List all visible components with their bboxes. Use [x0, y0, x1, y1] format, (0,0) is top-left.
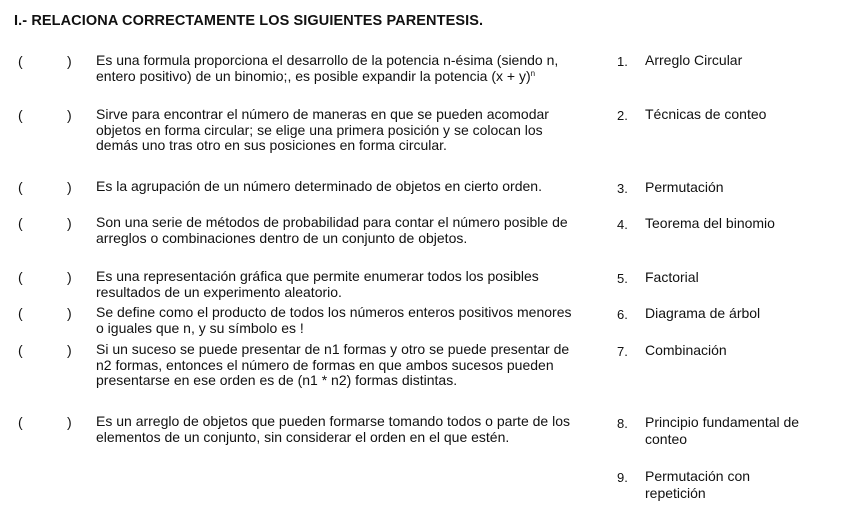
option-1-number: 1. [617, 54, 628, 69]
option-7-label: Combinación [645, 342, 727, 358]
statement-4: Son una serie de métodos de probabilidad para contar el número posible de arreglos o combinaciones dentro de un conjunto de objetos. [96, 214, 568, 246]
option-4-label: Teorema del binomio [645, 215, 775, 231]
answer-blank-close-1: ) [67, 53, 72, 69]
option-9-label: Permutación con repetición [645, 468, 751, 501]
option-9-number: 9. [617, 470, 628, 485]
answer-blank-close-3: ) [67, 179, 72, 195]
option-6-label: Diagrama de árbol [645, 305, 761, 321]
statement-6: Se define como el producto de todos los números enteros positivos menores o iguales que n, y su símbolo es ! [96, 304, 572, 336]
answer-blank-close-7: ) [67, 342, 72, 358]
option-2-label: Técnicas de conteo [645, 106, 767, 122]
answer-blank-open-1[interactable]: ( [18, 53, 23, 69]
statement-1-exponent: n [530, 68, 536, 78]
statement-1 [96, 53, 576, 84]
option-7-number: 7. [617, 344, 628, 359]
answer-blank-close-4: ) [67, 215, 72, 231]
option-2-number: 2. [617, 108, 628, 123]
statement-1-text: Es una formula proporciona el desarrollo de la potencia n-ésima (siendo n, entero positivo) de un binomio;, es posible expandir la potencia (x + y) [96, 52, 559, 84]
answer-blank-close-8: ) [67, 414, 72, 430]
answer-blank-open-8[interactable]: ( [18, 414, 23, 430]
statement-7: Si un suceso se puede presentar de n1 formas y otro se puede presentar de n2 formas, entonces el número de formas en que ambos sucesos pueden presentarse en ese orden es de (n1 * n2) formas distintas. [96, 341, 570, 388]
statement-5: Es una representación gráfica que permite enumerar todos los posibles resultados de un experimento aleatorio. [96, 268, 539, 300]
option-1-label: Arreglo Circular [645, 52, 743, 68]
answer-blank-close-5: ) [67, 269, 72, 285]
option-3-number: 3. [617, 181, 628, 196]
option-5-number: 5. [617, 271, 628, 286]
statement-2: Sirve para encontrar el número de maneras en que se pueden acomodar objetos en forma circular; se elige una primera posición y se colocan los demás uno tras otro en sus posiciones en forma circular. [96, 106, 549, 153]
page-title: I.- RELACIONA CORRECTAMENTE LOS SIGUIENTES PARENTESIS. [14, 13, 484, 29]
answer-blank-open-7[interactable]: ( [18, 342, 23, 358]
option-3-label: Permutación [645, 179, 724, 195]
option-8-label: Principio fundamental de conteo [645, 414, 800, 447]
answer-blank-open-6[interactable]: ( [18, 305, 23, 321]
option-8-number: 8. [617, 416, 628, 431]
option-6-number: 6. [617, 307, 628, 322]
option-5-label: Factorial [645, 269, 699, 285]
answer-blank-close-6: ) [67, 305, 72, 321]
answer-blank-open-5[interactable]: ( [18, 269, 23, 285]
answer-blank-open-2[interactable]: ( [18, 107, 23, 123]
answer-blank-close-2: ) [67, 107, 72, 123]
answer-blank-open-3[interactable]: ( [18, 179, 23, 195]
statement-3: Es la agrupación de un número determinado de objetos en cierto orden. [96, 178, 542, 194]
option-4-number: 4. [617, 217, 628, 232]
statement-8: Es un arreglo de objetos que pueden formarse tomando todos o parte de los elementos de un conjunto, sin considerar el orden en el que estén. [96, 413, 570, 445]
answer-blank-open-4[interactable]: ( [18, 215, 23, 231]
